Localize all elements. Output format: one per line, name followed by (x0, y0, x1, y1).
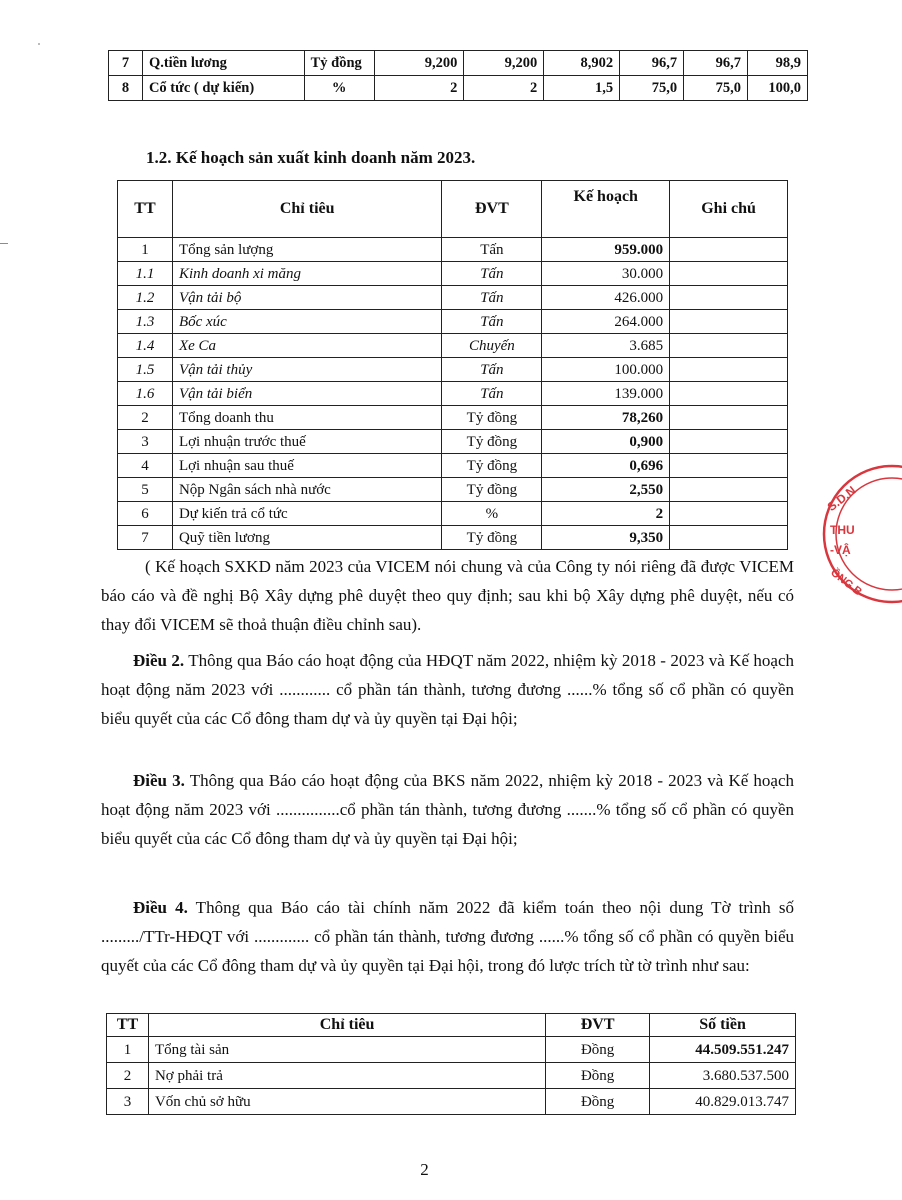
unit-cell: Tỷ đồng (442, 430, 542, 454)
note-cell (670, 526, 788, 550)
value-cell: 9,200 (374, 51, 464, 76)
tt-cell: 7 (109, 51, 143, 76)
value-cell: 9,200 (464, 51, 544, 76)
name-cell: Lợi nhuận sau thuế (172, 454, 441, 478)
note-cell (670, 478, 788, 502)
note-cell (670, 358, 788, 382)
unit-cell: Tỷ đồng (442, 526, 542, 550)
business-plan-table (117, 180, 788, 550)
article-3-label: Điều 3. (133, 771, 185, 790)
table-row (118, 238, 788, 262)
plan-cell: 0,696 (542, 454, 670, 478)
table-row (118, 454, 788, 478)
results-table-continuation (108, 50, 808, 101)
value-cell: 100,0 (747, 76, 807, 101)
name-cell: Lợi nhuận trước thuế (172, 430, 441, 454)
plan-cell: 0,900 (542, 430, 670, 454)
seal-text-top: S.D.N (824, 483, 859, 515)
header-note: Ghi chú (670, 181, 788, 238)
margin-mark (0, 243, 8, 244)
header-unit: ĐVT (442, 181, 542, 238)
value-cell: 8,902 (544, 51, 620, 76)
name-cell: Quỹ tiền lương (172, 526, 441, 550)
tt-cell: 1.3 (118, 310, 173, 334)
tt-cell: 3 (118, 430, 173, 454)
table-row (118, 382, 788, 406)
unit-cell: Tấn (442, 286, 542, 310)
tt-cell: 6 (118, 502, 173, 526)
header-tt: TT (118, 181, 173, 238)
plan-cell: 2,550 (542, 478, 670, 502)
unit-cell: Chuyến (442, 334, 542, 358)
plan-note-paragraph: ( Kế hoạch SXKD năm 2023 của VICEM nói chung và của Công ty nói riêng đã được VICEM báo cáo và đề nghị Bộ Xây dựng phê duyệt theo quy định; sau khi bộ Xây dựng phê duyệt, nếu có thay đổi VICEM sẽ thoả thuận điều chỉnh sau). (101, 557, 794, 634)
unit-cell: Tấn (442, 310, 542, 334)
table-header-row (107, 1014, 796, 1037)
name-cell: Vận tải bộ (172, 286, 441, 310)
note-cell (670, 262, 788, 286)
financial-summary-table (106, 1013, 796, 1115)
value-cell: 75,0 (684, 76, 748, 101)
tt-cell: 2 (107, 1063, 149, 1089)
value-cell: 96,7 (684, 51, 748, 76)
plan-cell: 426.000 (542, 286, 670, 310)
tt-cell: 1.6 (118, 382, 173, 406)
header-tt: TT (107, 1014, 149, 1037)
plan-cell: 959.000 (542, 238, 670, 262)
note-cell (670, 334, 788, 358)
name-cell: Vốn chủ sở hữu (148, 1089, 545, 1115)
note-cell (670, 430, 788, 454)
article-3-paragraph (101, 766, 794, 853)
article-4-label: Điều 4. (133, 898, 188, 917)
note-cell (670, 310, 788, 334)
unit-cell: Tỷ đồng (304, 51, 374, 76)
article-2-label: Điều 2. (133, 651, 185, 670)
name-cell: Nợ phải trả (148, 1063, 545, 1089)
article-3-text: Thông qua Báo cáo hoạt động của BKS năm 2022, nhiệm kỳ 2018 - 2023 và Kế hoạch hoạt động năm 2023 với ...............cổ phần tán thành, tương đương .......% tổng số cổ phần có quyền biểu quyết của các Cổ đông tham dự và ủy quyền tại Đại hội; (101, 771, 794, 848)
article-4-paragraph (101, 893, 794, 980)
seal-text-mid1: THU (830, 523, 855, 537)
note-cell (670, 286, 788, 310)
unit-cell: Tấn (442, 382, 542, 406)
table-row (107, 1037, 796, 1063)
name-cell: Tổng sản lượng (172, 238, 441, 262)
name-cell: Vận tải thủy (172, 358, 441, 382)
section-title: 1.2. Kế hoạch sản xuất kinh doanh năm 2023. (146, 148, 476, 167)
article-4-text: Thông qua Báo cáo tài chính năm 2022 đã kiểm toán theo nội dung Tờ trình số ........./TTr-HĐQT với ............. cổ phần tán thành, tương đương ......% tổng số cổ phần có quyền biểu quyết của các Cổ đông tham dự và ủy quyền tại Đại hội, trong đó lược trích từ tờ trình như sau: (101, 898, 795, 975)
table-row (118, 358, 788, 382)
name-cell: Cổ tức ( dự kiến) (142, 76, 304, 101)
name-cell: Dự kiến trả cổ tức (172, 502, 441, 526)
unit-cell: Tỷ đồng (442, 454, 542, 478)
value-cell: 98,9 (747, 51, 807, 76)
table-row (118, 526, 788, 550)
amount-cell: 44.509.551.247 (650, 1037, 796, 1063)
header-plan: Kế hoạch (542, 181, 670, 238)
tt-cell: 3 (107, 1089, 149, 1115)
plan-cell: 100.000 (542, 358, 670, 382)
table-row (118, 286, 788, 310)
unit-cell: Đồng (546, 1063, 650, 1089)
unit-cell: Tỷ đồng (442, 478, 542, 502)
plan-cell: 2 (542, 502, 670, 526)
plan-cell: 30.000 (542, 262, 670, 286)
table-header-row (118, 181, 788, 238)
plan-cell: 139.000 (542, 382, 670, 406)
table-row (118, 430, 788, 454)
tt-cell: 1.2 (118, 286, 173, 310)
seal-text-bottom: ỒNG B (828, 566, 864, 599)
note-cell (670, 238, 788, 262)
tt-cell: 5 (118, 478, 173, 502)
tt-cell: 1 (107, 1037, 149, 1063)
plan-cell: 9,350 (542, 526, 670, 550)
article-2-paragraph (101, 646, 794, 733)
table-row (109, 76, 808, 101)
name-cell: Kinh doanh xi măng (172, 262, 441, 286)
tt-cell: 1.5 (118, 358, 173, 382)
unit-cell: Đồng (546, 1089, 650, 1115)
tt-cell: 2 (118, 406, 173, 430)
tt-cell: 1 (118, 238, 173, 262)
value-cell: 2 (464, 76, 544, 101)
table-row (118, 406, 788, 430)
value-cell: 96,7 (620, 51, 684, 76)
name-cell: Q.tiền lương (142, 51, 304, 76)
note-cell (670, 454, 788, 478)
plan-cell: 78,260 (542, 406, 670, 430)
table-row (118, 478, 788, 502)
scan-speck (38, 43, 40, 45)
article-2-text: Thông qua Báo cáo hoạt động của HĐQT năm 2022, nhiệm kỳ 2018 - 2023 và Kế hoạch hoạt động năm 2023 với ............ cổ phần tán thành, tương đương ......% tổng số cổ phần có quyền biểu quyết của các Cổ đông tham dự và ủy quyền tại Đại hội; (101, 651, 795, 728)
table-row (118, 310, 788, 334)
tt-cell: 7 (118, 526, 173, 550)
table-row (109, 51, 808, 76)
unit-cell: Tấn (442, 358, 542, 382)
plan-cell: 3.685 (542, 334, 670, 358)
table-row (107, 1089, 796, 1115)
name-cell: Vận tải biển (172, 382, 441, 406)
name-cell: Bốc xúc (172, 310, 441, 334)
tt-cell: 1.4 (118, 334, 173, 358)
note-cell (670, 406, 788, 430)
unit-cell: % (442, 502, 542, 526)
note-cell (670, 502, 788, 526)
tt-cell: 4 (118, 454, 173, 478)
value-cell: 2 (374, 76, 464, 101)
value-cell: 1,5 (544, 76, 620, 101)
tt-cell: 1.1 (118, 262, 173, 286)
unit-cell: Tấn (442, 238, 542, 262)
table-row (118, 334, 788, 358)
seal-text-mid2: -VẬ (830, 543, 851, 557)
unit-cell: Tấn (442, 262, 542, 286)
header-unit: ĐVT (546, 1014, 650, 1037)
name-cell: Tổng tài sản (148, 1037, 545, 1063)
amount-cell: 40.829.013.747 (650, 1089, 796, 1115)
header-amount: Số tiền (650, 1014, 796, 1037)
note-cell (670, 382, 788, 406)
amount-cell: 3.680.537.500 (650, 1063, 796, 1089)
table-row (118, 262, 788, 286)
page-number: 2 (420, 1160, 429, 1179)
header-name: Chỉ tiêu (172, 181, 441, 238)
table-row (107, 1063, 796, 1089)
header-name: Chỉ tiêu (148, 1014, 545, 1037)
name-cell: Xe Ca (172, 334, 441, 358)
unit-cell: % (304, 76, 374, 101)
table-row (118, 502, 788, 526)
red-seal-stamp (812, 462, 902, 612)
unit-cell: Đồng (546, 1037, 650, 1063)
unit-cell: Tỷ đồng (442, 406, 542, 430)
plan-cell: 264.000 (542, 310, 670, 334)
name-cell: Tổng doanh thu (172, 406, 441, 430)
name-cell: Nộp Ngân sách nhà nước (172, 478, 441, 502)
value-cell: 75,0 (620, 76, 684, 101)
tt-cell: 8 (109, 76, 143, 101)
